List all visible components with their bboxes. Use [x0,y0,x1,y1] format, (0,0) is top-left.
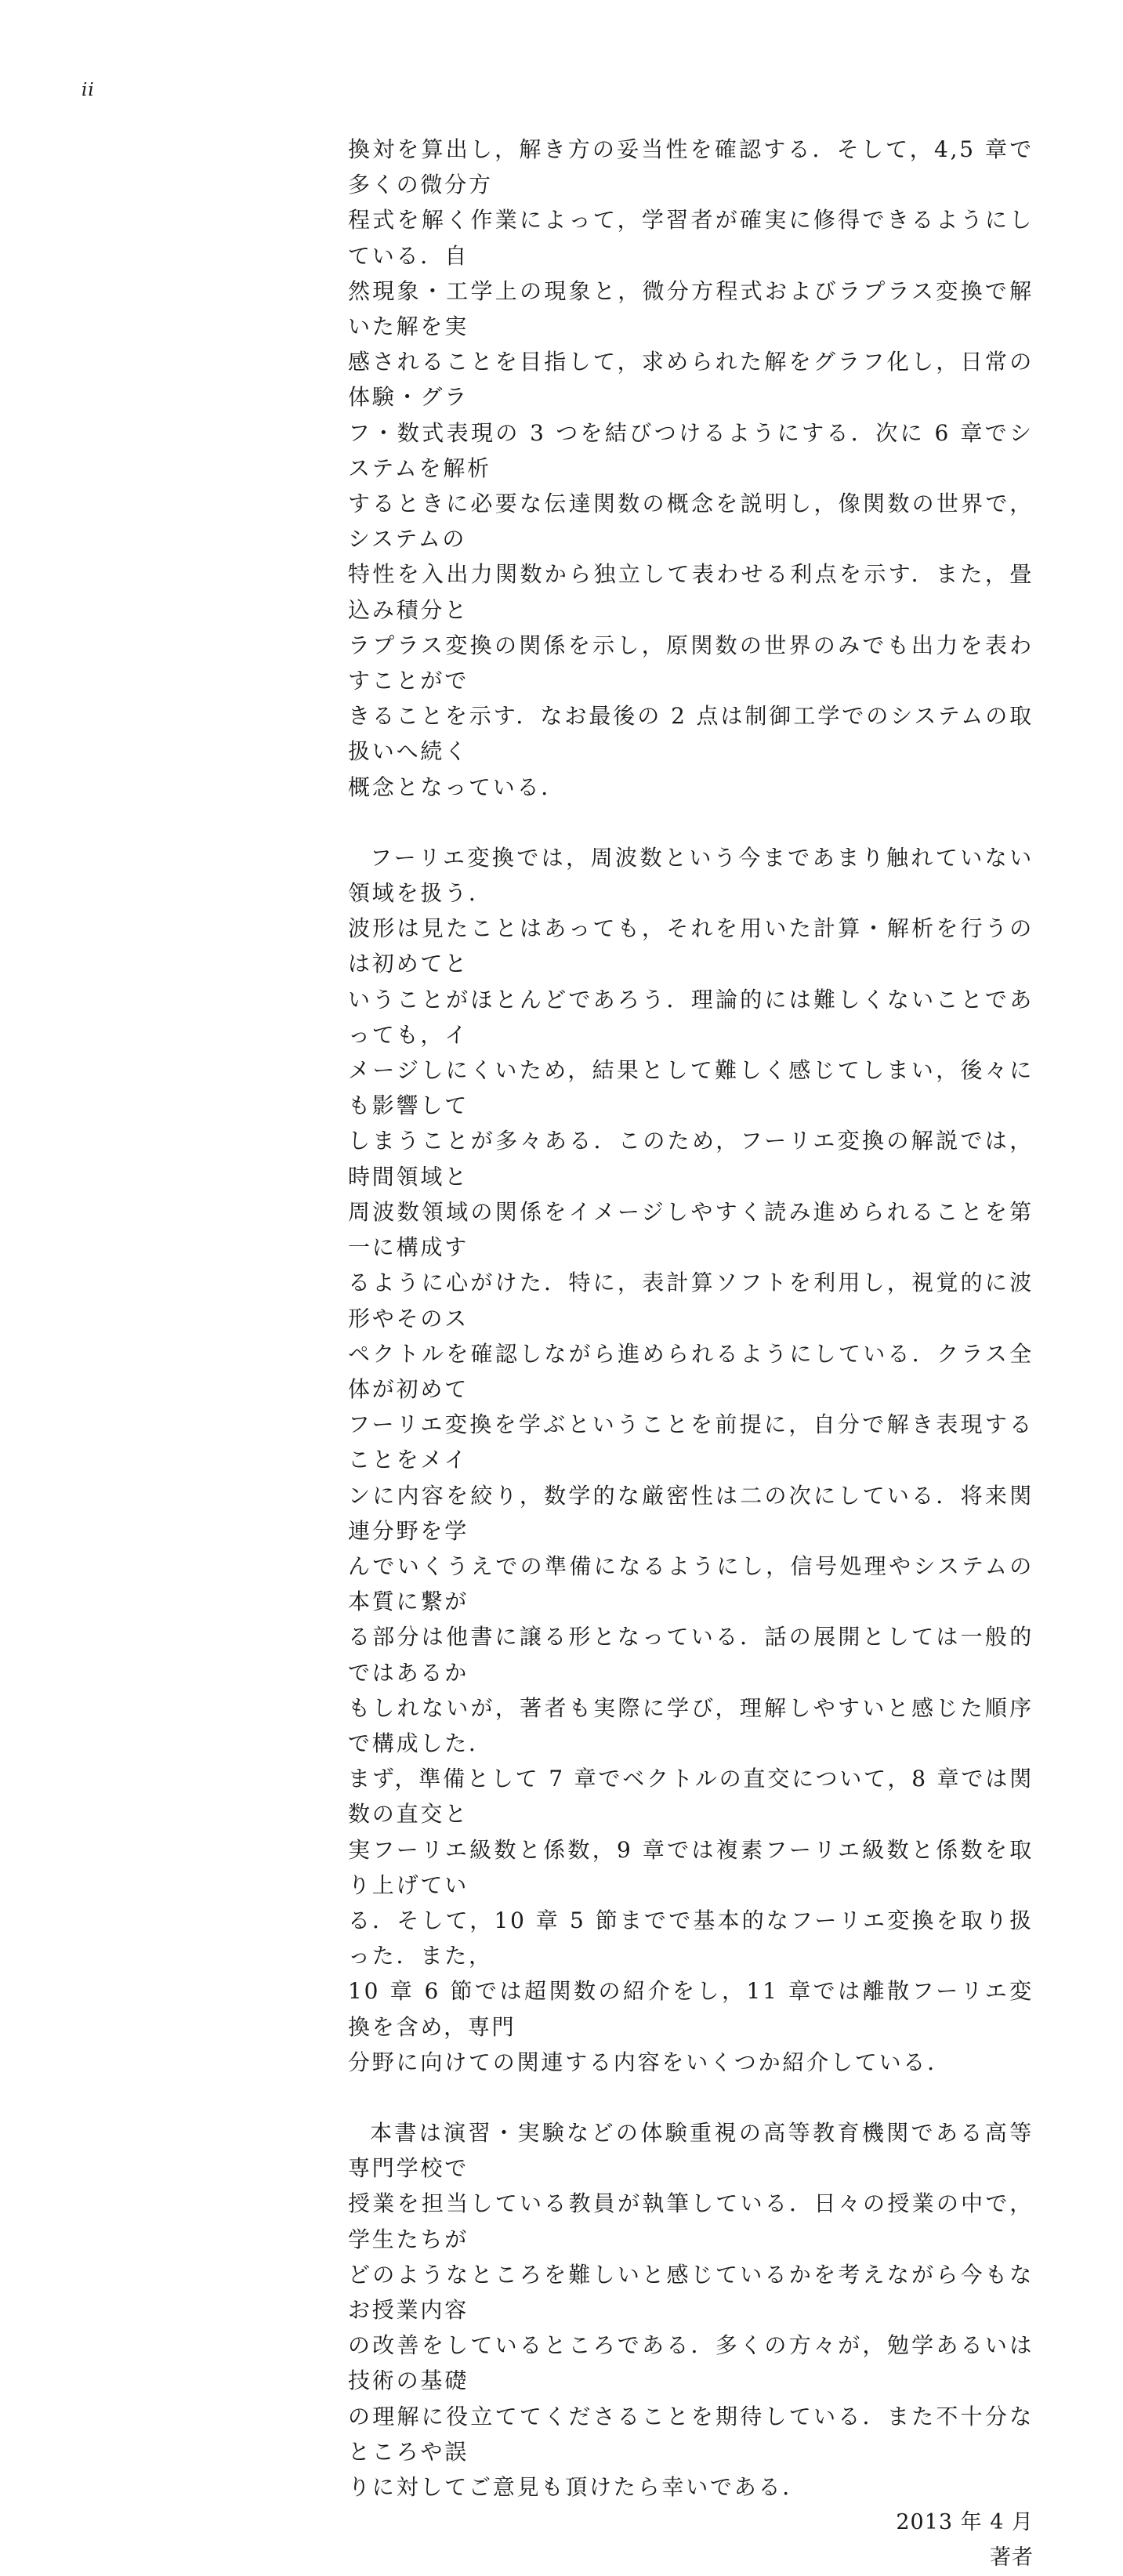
signature-date: 2013 年 4 月 [896,2510,1034,2535]
paragraph-gap [348,2080,1034,2115]
paragraph-fourier: フーリエ変換では，周波数という今まであまり触れていない領域を扱う． 波形は見たことはあっても，それを用いた計算・解析を行うのは初めてと いうことがほとんどであろう．理論的には難しくないことであっても，イ メージしにくいため，結果として難しく感じてしまい，後々にも影響して しまうことが多々ある．このため，フーリエ変換の解説では，時間領域と 周波数領域の関係をイメージしやすく読み進められることを第一に構成す るように心がけた．特に，表計算ソフトを利用し，視覚的に波形やそのス ペクトルを確認しながら進められるようにしている．クラス全体が初めて フーリエ変換を学ぶということを前提に，自分で解き表現することをメイ ンに内容を絞り，数学的な厳密性は二の次にしている．将来関連分野を学 んでいくうえでの準備になるようにし，信号処理やシステムの本質に繋が る部分は他書に譲る形となっている．話の展開としては一般的ではあるか もしれないが，著者も実際に学び，理解しやすいと感じた順序で構成した． まず，準備として 7 章でベクトルの直交について，8 章では関数の直交と 実フーリエ級数と係数，9 章では複素フーリエ級数と係数を取り上げてい る．そして，10 章 5 節までで基本的なフーリエ変換を取り扱った．また， 10 章 6 節では超関数の紹介をし，11 章では離散フーリエ変換を含め，専門 分野に向けての関連する内容をいくつか紹介している． [348,844,1034,2075]
paragraph-continuation: 換対を算出し，解き方の妥当性を確認する．そして，4,5 章で多くの微分方 程式を解く作業によって，学習者が確実に修得できるようにしている．自 然現象・工学上の現象と，微分方程式およびラプラス変換で解いた解を実 感されることを目指して，求められた解をグラフ化し，日常の体験・グラ フ・数式表現の 3 つを結びつけるようにする．次に 6 章でシステムを解析 するときに必要な伝達関数の概念を説明し，像関数の世界で，システムの 特性を入出力関数から独立して表わせる利点を示す．また，畳込み積分と ラプラス変換の関係を示し，原関数の世界のみでも出力を表わすことがで きることを示す．なお最後の 2 点は制御工学でのシステムの取扱いへ続く 概念となっている． [348,136,1034,800]
paragraph-gap [348,805,1034,840]
paragraph-closing: 本書は演習・実験などの体験重視の高等教育機関である高等専門学校で 授業を担当している教員が執筆している．日々の授業の中で，学生たちが どのようなところを難しいと感じているかを考えながら今もなお授業内容 の改善をしているところである．多くの方々が，勉学あるいは技術の基礎 の理解に役立ててくださることを期待している．また不十分なところや誤 りに対してご意見も頂けたら幸いである． [348,2119,1034,2500]
preface-body [348,132,1034,2576]
signature-author: 著者 [990,2545,1034,2571]
signature-block [348,2505,1034,2575]
page-number: ii [82,80,95,100]
